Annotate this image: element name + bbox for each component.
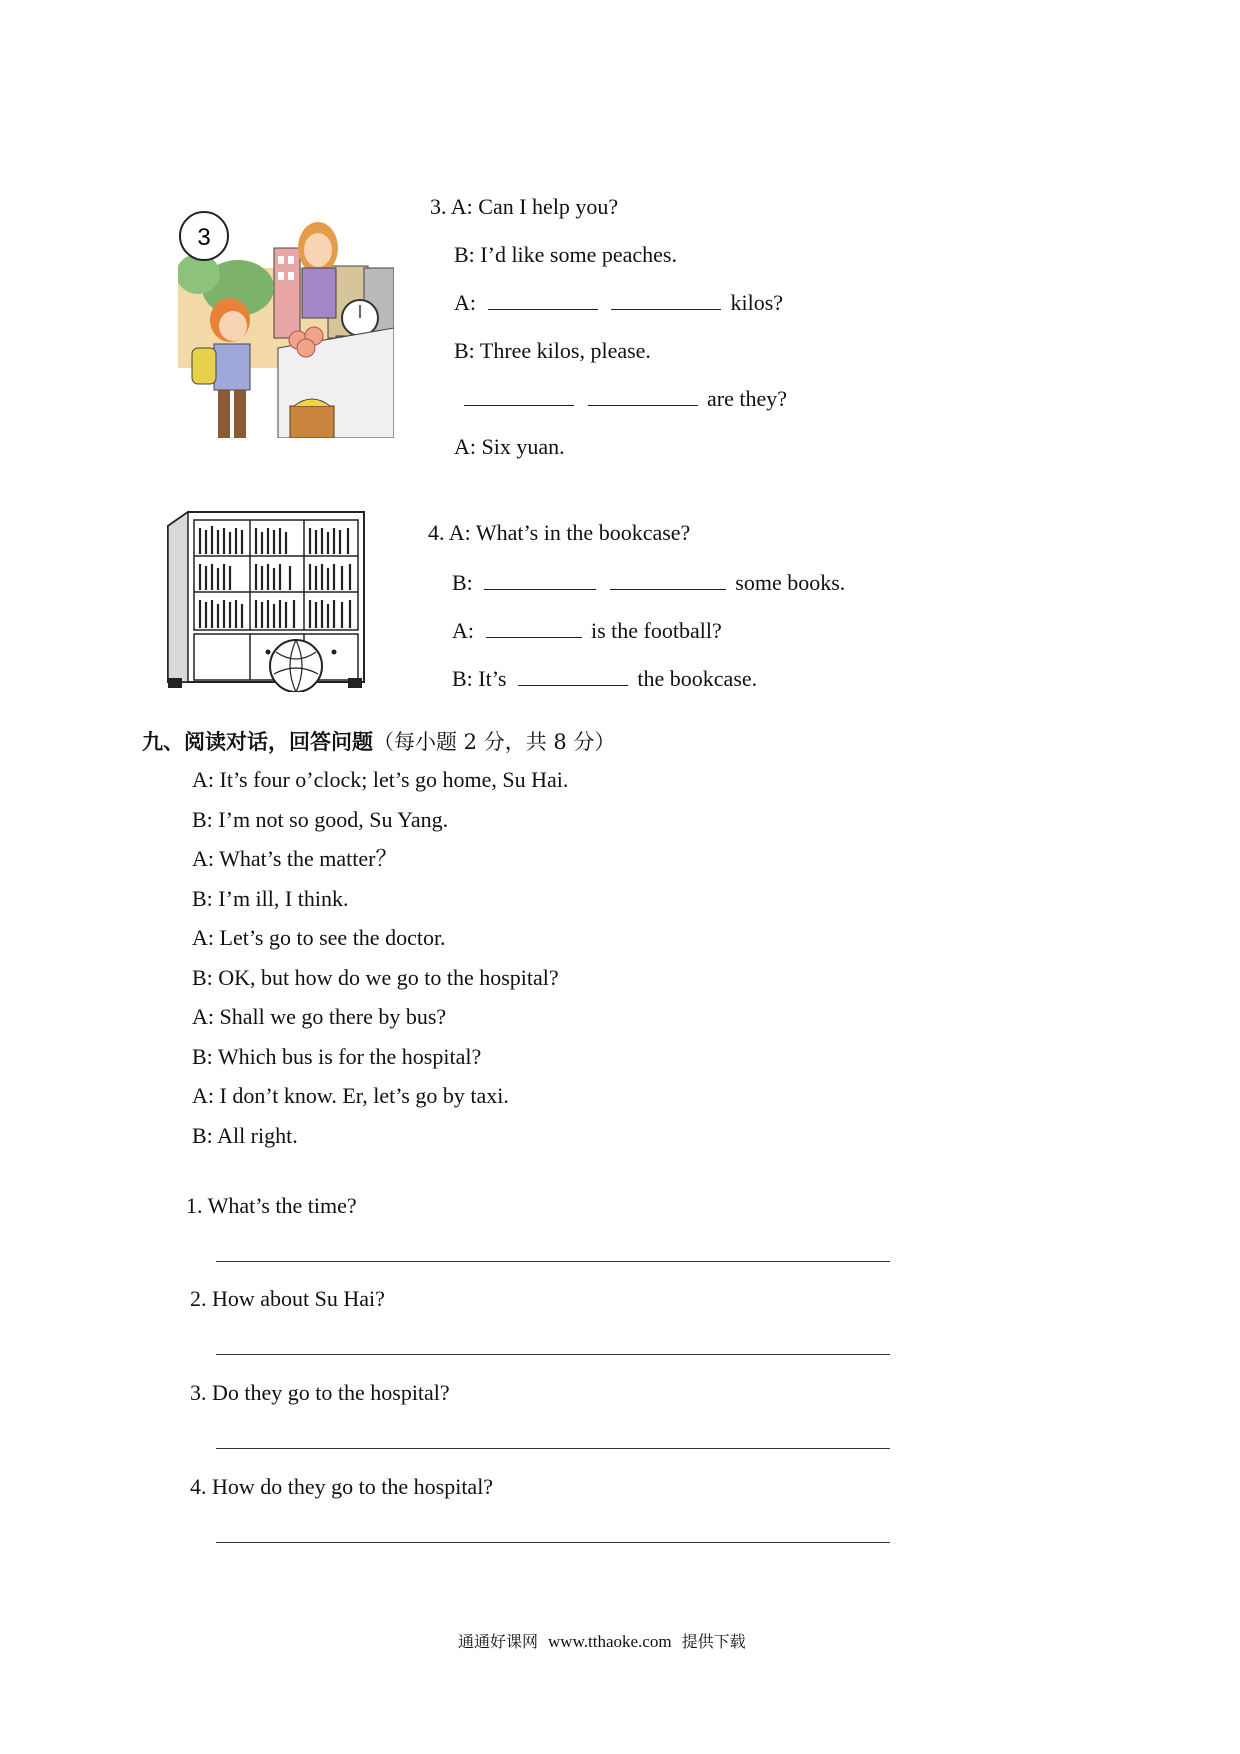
question-3: 3. Do they go to the hospital? [190, 1380, 450, 1405]
q4-line-4-prefix: B: It’s [452, 666, 507, 691]
q3-line-3-suffix: kilos? [730, 290, 784, 315]
picture-number-badge: 3 [197, 224, 211, 251]
dialogue-line: A: It’s four o’clock; let’s go home, Su Hai. [192, 767, 569, 792]
q4-line-2 [452, 570, 845, 596]
q4-line-4 [452, 666, 757, 692]
footer-url[interactable]: www.tthaoke.com [548, 1632, 672, 1651]
section-score: （每小题 2 分，共 8 分） [373, 730, 616, 754]
bookcase-illustration [158, 506, 370, 692]
q4-line-4-suffix: the bookcase. [637, 666, 758, 691]
q4-line-2-suffix: some books. [735, 570, 846, 595]
q3-line-2: B: I’d like some peaches. [454, 242, 677, 267]
dialogue-line: A: I don’t know. Er, let’s go by taxi. [192, 1083, 509, 1108]
q4-line-1: 4. A: What’s in the bookcase? [428, 520, 691, 545]
shop-scene-illustration [178, 208, 394, 438]
q3-line-1: 3. A: Can I help you? [430, 194, 619, 219]
answer-blank[interactable] [610, 571, 726, 590]
q4-line-3 [452, 618, 722, 644]
answer-line-4[interactable] [216, 1542, 890, 1543]
dialogue-line: B: I’m ill, I think. [192, 886, 349, 911]
q3-line-3-prefix: A: [454, 290, 476, 315]
dialogue-line: A: What’s the matter？ [192, 846, 398, 871]
dialogue-line: A: Let’s go to see the doctor. [192, 925, 446, 950]
question-2: 2. How about Su Hai? [190, 1286, 385, 1311]
page-footer [458, 1629, 746, 1652]
answer-blank[interactable] [486, 619, 582, 638]
answer-blank[interactable] [488, 291, 598, 310]
section-heading [142, 726, 615, 756]
answer-blank[interactable] [484, 571, 596, 590]
q3-line-4: B: Three kilos, please. [454, 338, 651, 363]
q3-line-3 [454, 290, 783, 316]
answer-line-1[interactable] [216, 1261, 890, 1262]
question-4: 4. How do they go to the hospital? [190, 1474, 494, 1499]
section-title: 九、阅读对话，回答问题 [142, 730, 373, 754]
question-1: 1. What’s the time? [186, 1193, 357, 1218]
footer-site-name: 通通好课网 [458, 1632, 539, 1651]
answer-blank[interactable] [464, 387, 574, 406]
answer-line-3[interactable] [216, 1448, 890, 1449]
answer-blank[interactable] [588, 387, 698, 406]
q4-line-2-prefix: B: [452, 570, 473, 595]
answer-line-2[interactable] [216, 1354, 890, 1355]
dialogue-line: B: All right. [192, 1123, 298, 1148]
q4-line-3-suffix: is the football? [591, 618, 722, 643]
dialogue-line: A: Shall we go there by bus? [192, 1004, 447, 1029]
q4-line-3-prefix: A: [452, 618, 474, 643]
footer-download-text: 提供下载 [681, 1632, 746, 1651]
answer-blank[interactable] [611, 291, 721, 310]
dialogue-line: B: Which bus is for the hospital? [192, 1044, 482, 1069]
q3-line-5-suffix: are they? [707, 386, 787, 411]
answer-blank[interactable] [518, 667, 628, 686]
q3-line-6: A: Six yuan. [454, 434, 565, 459]
dialogue-line: B: I’m not so good, Su Yang. [192, 807, 449, 832]
dialogue-line: B: OK, but how do we go to the hospital? [192, 965, 559, 990]
q3-line-5 [464, 386, 787, 412]
